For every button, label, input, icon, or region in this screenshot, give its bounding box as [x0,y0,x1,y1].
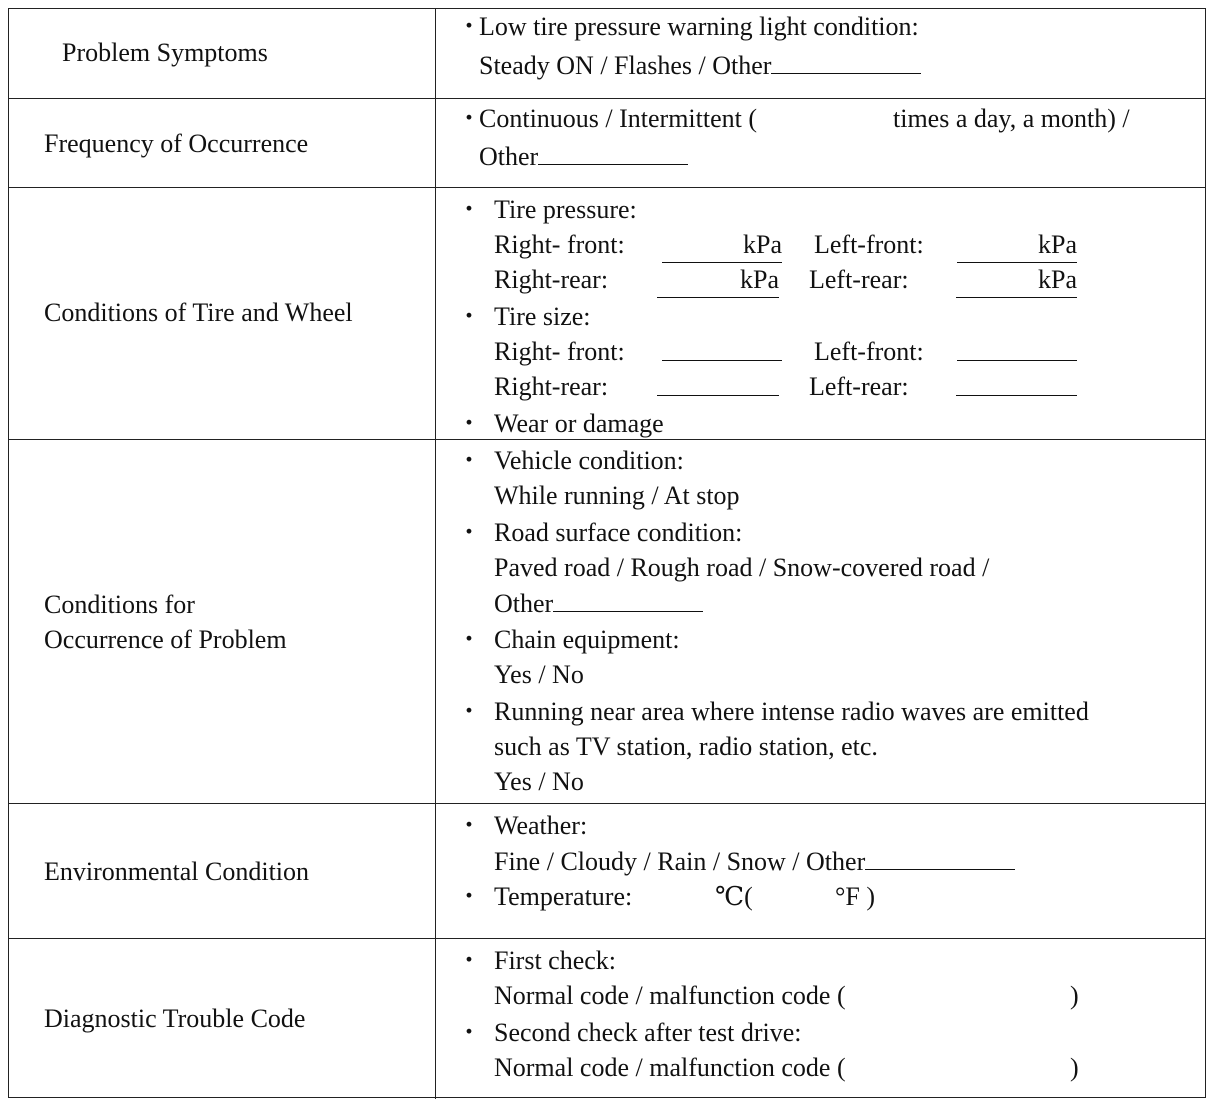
other-blank [538,138,688,165]
bullet: ・ [456,882,483,911]
label-tire-wheel: Conditions of Tire and Wheel [44,298,353,327]
content-cell [436,804,1205,938]
symptom-question: Low tire pressure warning light condition: [479,12,919,41]
temperature-fahrenheit: °F ) [835,882,876,911]
temperature-celsius: ℃( [715,882,753,911]
tire-size-heading: Tire size: [494,302,591,331]
frequency-continuous: Continuous / Intermittent ( [479,104,758,133]
size-right-rear-field [657,369,779,405]
size-right-front-label: Right- front: [494,337,625,366]
label-cell [9,9,436,98]
bullet: ・ [456,1018,483,1047]
size-blank [956,369,1077,396]
label-occurrence-line1: Conditions for [44,590,195,619]
road-surface-options: Paved road / Rough road / Snow-covered road / [494,553,990,582]
other-blank [771,47,921,74]
unit-kpa: kPa [657,262,779,298]
first-check-options: Normal code / malfunction code ( [494,981,846,1010]
row-environment [9,804,1205,939]
vehicle-condition-heading: Vehicle condition: [494,446,684,475]
symptom-options [479,47,921,83]
frequency-times: times a day, a month) / [893,104,1130,133]
label-occurrence-line2: Occurrence of Problem [44,625,287,654]
row-occurrence [9,440,1205,804]
bullet: ・ [456,946,483,975]
content-cell [436,9,1205,98]
pressure-right-front-label: Right- front: [494,230,625,259]
chain-equipment-heading: Chain equipment: [494,625,680,654]
size-left-front-field [957,334,1077,370]
road-other-text: Other [494,589,554,618]
pressure-right-front-field [662,227,782,263]
label-cell [9,939,436,1099]
bullet: ・ [456,409,483,438]
bullet: ・ [456,104,483,133]
first-check-heading: First check: [494,946,617,975]
bullet: ・ [456,518,483,547]
size-left-rear-field [956,369,1077,405]
pressure-left-rear-field [956,262,1077,298]
row-frequency [9,99,1205,188]
pressure-left-front-field [957,227,1077,263]
label-cell [9,440,436,803]
second-check-close: ) [1070,1053,1079,1082]
road-surface-other [494,585,703,621]
bullet: ・ [456,12,483,41]
weather-options [494,843,1015,879]
bullet: ・ [456,446,483,475]
pressure-right-rear-label: Right-rear: [494,265,609,294]
size-blank [657,369,779,396]
row-problem-symptoms [9,9,1205,99]
second-check-heading: Second check after test drive: [494,1018,802,1047]
bullet: ・ [456,811,483,840]
temperature-heading: Temperature: [494,882,633,911]
size-blank [957,334,1077,361]
other-blank [865,843,1015,870]
bullet: ・ [456,195,483,224]
label-cell [9,188,436,439]
unit-kpa: kPa [956,262,1077,298]
unit-kpa: kPa [662,227,782,263]
frequency-other-text: Other [479,142,539,171]
radio-waves-line1: Running near area where intense radio waves are emitted [494,697,1089,726]
content-cell [436,188,1205,439]
wear-damage: Wear or damage [494,409,664,438]
radio-waves-line2: such as TV station, radio station, etc. [494,732,878,761]
chain-equipment-options: Yes / No [494,660,584,689]
row-dtc [9,939,1205,1099]
size-right-front-field [662,334,782,370]
bullet: ・ [456,697,483,726]
size-left-front-label: Left-front: [814,337,924,366]
first-check-close: ) [1070,981,1079,1010]
second-check-options: Normal code / malfunction code ( [494,1053,846,1082]
frequency-other [479,138,688,174]
label-problem-symptoms: Problem Symptoms [62,38,268,67]
content-cell [436,939,1205,1099]
label-environment: Environmental Condition [44,857,310,886]
size-left-rear-label: Left-rear: [809,372,909,401]
other-blank [553,585,703,612]
bullet: ・ [456,625,483,654]
label-dtc: Diagnostic Trouble Code [44,1004,306,1033]
radio-waves-options: Yes / No [494,767,584,796]
pressure-right-rear-field [657,262,779,298]
pressure-left-rear-label: Left-rear: [809,265,909,294]
size-blank [662,334,782,361]
label-cell [9,804,436,938]
tire-pressure-heading: Tire pressure: [494,195,637,224]
road-surface-heading: Road surface condition: [494,518,743,547]
content-cell [436,99,1205,187]
weather-heading: Weather: [494,811,588,840]
label-cell [9,99,436,187]
size-right-rear-label: Right-rear: [494,372,609,401]
bullet: ・ [456,302,483,331]
pressure-left-front-label: Left-front: [814,230,924,259]
symptom-table [8,8,1206,1098]
row-tire-wheel [9,188,1205,440]
weather-options-text: Fine / Cloudy / Rain / Snow / Other [494,847,866,876]
vehicle-condition-options: While running / At stop [494,481,740,510]
symptom-options-text: Steady ON / Flashes / Other [479,51,772,80]
unit-kpa: kPa [957,227,1077,263]
content-cell [436,440,1205,803]
label-frequency: Frequency of Occurrence [44,129,309,158]
